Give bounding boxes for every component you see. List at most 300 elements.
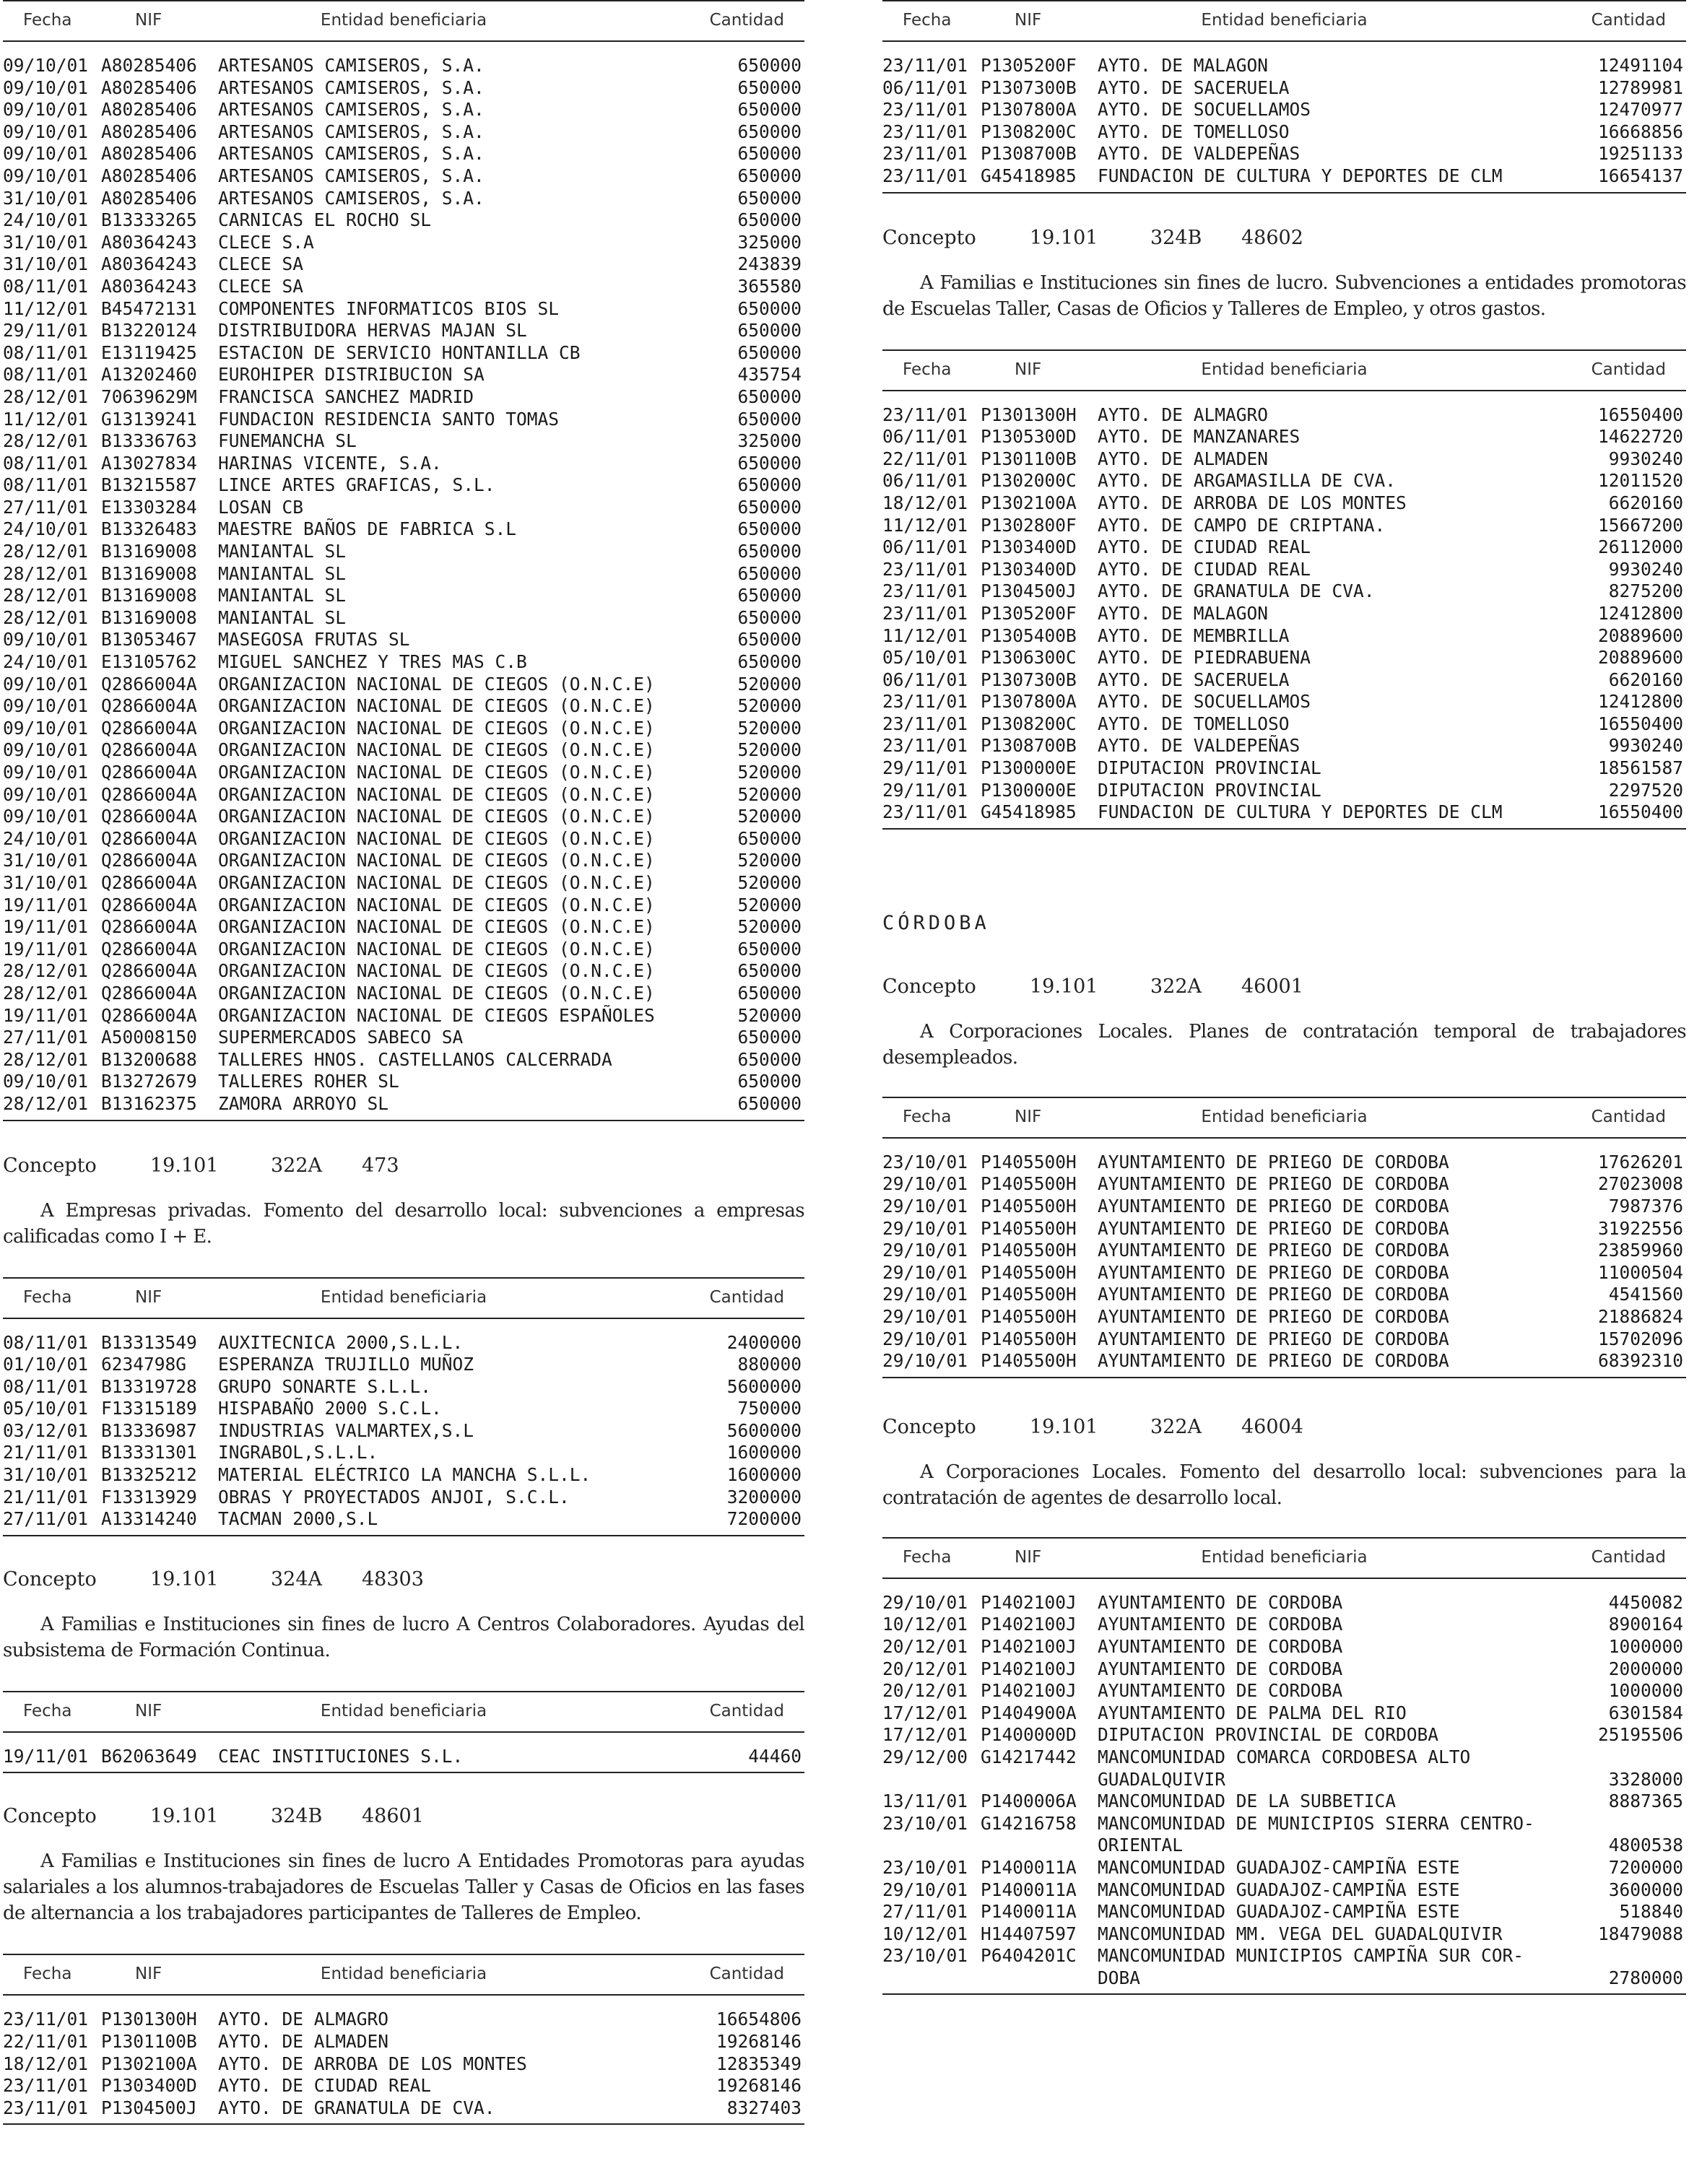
row-date: 29/10/01 xyxy=(882,1350,968,1372)
row-nif: P1405500H xyxy=(981,1173,1077,1195)
row-cantidad: 650000 xyxy=(737,77,802,98)
row-entidad: OBRAS Y PROYECTADOS ANJOI, S.C.L. xyxy=(218,1486,570,1508)
row-entidad: AYTO. DE ALMADEN xyxy=(218,2031,389,2053)
row-date: 31/10/01 xyxy=(3,871,89,893)
left-column xyxy=(3,0,804,2125)
row-nif: B13169008 xyxy=(101,541,197,562)
row-nif: P1402100J xyxy=(981,1680,1077,1702)
row-cantidad: 8275200 xyxy=(1608,580,1683,602)
row-cantidad: 17626201 xyxy=(1597,1151,1683,1173)
row-entidad: AYUNTAMIENTO DE PRIEGO DE CORDOBA xyxy=(1098,1240,1449,1261)
table-row xyxy=(3,828,804,850)
row-date: 24/10/01 xyxy=(3,209,89,231)
row-nif: P1304500J xyxy=(101,2097,197,2118)
row-date: 29/11/01 xyxy=(882,757,968,779)
row-cantidad: 12412800 xyxy=(1597,602,1683,624)
row-date: 23/11/01 xyxy=(882,121,968,142)
table-row xyxy=(3,1420,804,1443)
row-entidad: AYTO. DE MALAGON xyxy=(1098,602,1269,624)
row-date: 23/11/01 xyxy=(882,735,968,757)
row-nif: P1303400D xyxy=(981,536,1077,558)
table-rule xyxy=(882,1377,1686,1378)
table-row xyxy=(3,585,804,607)
concept-label: Concepto xyxy=(3,1805,97,1828)
row-entidad: AYTO. DE GRANATULA DE CVA. xyxy=(218,2097,495,2118)
header-nif: NIF xyxy=(1015,1107,1042,1126)
row-entidad: ARTESANOS CAMISEROS, S.A. xyxy=(218,187,485,209)
table-row xyxy=(882,1240,1686,1262)
table-row xyxy=(3,320,804,342)
table-row xyxy=(3,939,804,961)
row-cantidad: 650000 xyxy=(737,960,802,982)
table-header xyxy=(3,1279,804,1318)
row-entidad: ARTESANOS CAMISEROS, S.A. xyxy=(218,99,485,121)
row-nif: P1402100J xyxy=(981,1591,1077,1613)
table-row xyxy=(3,253,804,276)
row-date: 23/11/01 xyxy=(882,580,968,602)
row-nif: B13333265 xyxy=(101,209,197,231)
concept-program: 322A xyxy=(271,1154,323,1177)
row-nif: P1305300D xyxy=(981,426,1077,448)
row-cantidad: 12470977 xyxy=(1597,99,1683,121)
row-date: 31/10/01 xyxy=(3,1464,89,1486)
row-cantidad: 9930240 xyxy=(1608,448,1683,469)
row-cantidad: 12011520 xyxy=(1597,470,1683,492)
table-row xyxy=(3,1354,804,1376)
header-entidad: Entidad beneficiaria xyxy=(320,11,487,30)
row-date: 23/11/01 xyxy=(3,2097,89,2118)
table-row xyxy=(882,691,1686,713)
table-row xyxy=(882,757,1686,780)
row-date: 27/11/01 xyxy=(3,1508,89,1530)
row-nif: G45418985 xyxy=(981,801,1077,823)
concept-program: 322A xyxy=(1150,975,1202,998)
header-nif: NIF xyxy=(135,1965,162,1984)
row-nif: A80285406 xyxy=(101,187,197,209)
row-cantidad: 650000 xyxy=(737,629,802,651)
table-row xyxy=(3,651,804,674)
row-cantidad: 650000 xyxy=(737,562,802,584)
row-nif: P6404201C xyxy=(981,1945,1077,1967)
row-cantidad: 650000 xyxy=(737,1048,802,1070)
right-column xyxy=(882,0,1686,1995)
table-row xyxy=(882,1592,1686,1614)
table-row xyxy=(3,1071,804,1093)
row-entidad: AYUNTAMIENTO DE CORDOBA xyxy=(1098,1635,1343,1657)
table-row xyxy=(3,718,804,740)
row-nif: P1307800A xyxy=(981,99,1077,121)
row-entidad: AYTO. DE CIUDAD REAL xyxy=(1098,558,1311,580)
table-row xyxy=(882,426,1686,448)
header-entidad: Entidad beneficiaria xyxy=(320,1287,487,1307)
concept-description: A Corporaciones Locales. Planes de contratación temporal de trabajadores desempleados. xyxy=(882,1020,1686,1069)
row-entidad: MANCOMUNIDAD DE LA SUBBETICA xyxy=(1098,1791,1397,1812)
row-nif: B13200688 xyxy=(101,1048,197,1070)
table-row xyxy=(3,1005,804,1027)
row-cantidad: 6301584 xyxy=(1608,1702,1683,1723)
table-row xyxy=(3,1376,804,1398)
row-cantidad: 243839 xyxy=(737,253,802,275)
row-cantidad: 8887365 xyxy=(1608,1791,1683,1812)
table-body xyxy=(882,42,1686,192)
row-nif: P1300000E xyxy=(981,779,1077,801)
row-date: 17/12/01 xyxy=(882,1702,968,1723)
row-entidad: GRUPO SONARTE S.L.L. xyxy=(218,1375,432,1397)
table-row xyxy=(3,2075,804,2097)
header-cantidad: Cantidad xyxy=(1591,1547,1666,1567)
table-row xyxy=(3,1464,804,1487)
row-date: 06/11/01 xyxy=(882,536,968,558)
row-nif: B13336987 xyxy=(101,1419,197,1441)
row-entidad: DIPUTACION PROVINCIAL DE CORDOBA xyxy=(1098,1724,1439,1746)
table-row xyxy=(882,580,1686,603)
table-row xyxy=(882,1857,1686,1879)
row-cantidad: 21886824 xyxy=(1597,1306,1683,1327)
table-row xyxy=(882,1152,1686,1174)
table-row xyxy=(882,559,1686,581)
row-entidad: ARTESANOS CAMISEROS, S.A. xyxy=(218,165,485,186)
row-date: 09/10/01 xyxy=(3,762,89,783)
concept-section: 19.101 xyxy=(150,1154,219,1177)
row-entidad: MANCOMUNIDAD MM. VEGA DEL GUADALQUIVIR xyxy=(1098,1923,1503,1944)
row-date: 23/11/01 xyxy=(3,2009,89,2030)
header-nif: NIF xyxy=(1015,360,1042,379)
row-date: 19/11/01 xyxy=(3,938,89,960)
row-nif: P1303400D xyxy=(981,558,1077,580)
table xyxy=(3,1954,804,2125)
row-nif: Q2866004A xyxy=(101,695,197,717)
table-row xyxy=(3,1487,804,1509)
row-cantidad: 520000 xyxy=(737,762,802,783)
table-row xyxy=(882,55,1686,77)
row-cantidad: 5600000 xyxy=(726,1375,802,1397)
row-date: 08/11/01 xyxy=(3,1331,89,1353)
table-rule xyxy=(882,828,1686,830)
row-cantidad: 16550400 xyxy=(1597,404,1683,425)
table-row xyxy=(3,497,804,519)
table-row xyxy=(3,960,804,983)
row-cantidad: 26112000 xyxy=(1597,536,1683,558)
table-body xyxy=(3,1733,804,1772)
header-nif: NIF xyxy=(1015,1547,1042,1567)
table-row xyxy=(3,872,804,895)
concept-section: 19.101 xyxy=(150,1567,219,1591)
header-nif: NIF xyxy=(135,1701,162,1720)
table-row xyxy=(3,541,804,563)
concept-line xyxy=(882,225,1686,251)
table-header xyxy=(882,1098,1686,1137)
row-date: 11/12/01 xyxy=(882,625,968,646)
table-body xyxy=(882,391,1686,828)
row-cantidad: 12412800 xyxy=(1597,691,1683,713)
table-row xyxy=(882,1614,1686,1636)
row-cantidad: 520000 xyxy=(737,673,802,695)
header-fecha: Fecha xyxy=(23,1965,72,1984)
row-nif: P1400011A xyxy=(981,1856,1077,1878)
row-nif: F13315189 xyxy=(101,1398,197,1419)
row-date: 23/11/01 xyxy=(3,2075,89,2097)
row-cantidad: 520000 xyxy=(737,806,802,827)
row-entidad: AYTO. DE SOCUELLAMOS xyxy=(1098,99,1311,121)
header-fecha: Fecha xyxy=(903,1547,952,1567)
row-nif: E13303284 xyxy=(101,496,197,518)
row-nif: H14407597 xyxy=(981,1923,1077,1944)
row-cantidad: 650000 xyxy=(737,341,802,363)
row-cantidad: 650000 xyxy=(737,585,802,606)
table-row xyxy=(882,77,1686,100)
region-heading: CÓRDOBA xyxy=(882,911,990,934)
row-cantidad: 16550400 xyxy=(1597,801,1683,823)
row-entidad: DISTRIBUIDORA HERVAS MAJAN SL xyxy=(218,320,527,341)
row-cantidad: 12491104 xyxy=(1597,55,1683,76)
row-nif: P1402100J xyxy=(981,1635,1077,1657)
row-entidad: ORGANIZACION NACIONAL DE CIEGOS (O.N.C.E) xyxy=(218,806,655,827)
row-nif: B13169008 xyxy=(101,585,197,606)
row-date: 21/11/01 xyxy=(3,1442,89,1463)
row-entidad: MANCOMUNIDAD DE MUNICIPIOS SIERRA CENTRO- ORIENTAL xyxy=(1098,1812,1534,1856)
table-row xyxy=(3,1442,804,1464)
table-body xyxy=(3,1996,804,2123)
row-nif: B45472131 xyxy=(101,297,197,319)
table-row xyxy=(3,784,804,806)
row-entidad: MAESTRE BAÑOS DE FABRICA S.L xyxy=(218,518,517,540)
header-cantidad: Cantidad xyxy=(709,1965,784,1984)
row-entidad: ESTACION DE SERVICIO HONTANILLA CB xyxy=(218,341,581,363)
row-date: 21/11/01 xyxy=(3,1486,89,1508)
row-date: 20/12/01 xyxy=(882,1680,968,1702)
row-entidad: AUXITECNICA 2000,S.L.L. xyxy=(218,1331,464,1353)
table-header xyxy=(882,1,1686,40)
row-date: 06/11/01 xyxy=(882,470,968,492)
table-row xyxy=(3,2009,804,2031)
row-entidad: AYTO. DE TOMELLOSO xyxy=(1098,121,1290,142)
row-date: 29/10/01 xyxy=(882,1173,968,1195)
header-fecha: Fecha xyxy=(903,11,952,30)
row-entidad: MANIANTAL SL xyxy=(218,585,347,606)
table-row xyxy=(3,474,804,497)
table-row xyxy=(3,1027,804,1049)
row-cantidad: 650000 xyxy=(737,541,802,562)
row-nif: P1307300B xyxy=(981,77,1077,98)
row-entidad: ORGANIZACION NACIONAL DE CIEGOS (O.N.C.E) xyxy=(218,695,655,717)
table-row xyxy=(882,1306,1686,1328)
row-entidad: FRANCISCA SANCHEZ MADRID xyxy=(218,386,474,407)
row-entidad: AYTO. DE ARGAMASILLA DE CVA. xyxy=(1098,470,1397,492)
table-row xyxy=(3,518,804,541)
table-header xyxy=(882,351,1686,390)
row-entidad: MANIANTAL SL xyxy=(218,562,347,584)
row-nif: G14216758 xyxy=(981,1812,1077,1834)
row-nif: P1302100A xyxy=(981,492,1077,513)
row-date: 06/11/01 xyxy=(882,426,968,448)
row-entidad: ORGANIZACION NACIONAL DE CIEGOS (O.N.C.E) xyxy=(218,717,655,739)
row-cantidad: 650000 xyxy=(737,165,802,186)
row-nif: P1308700B xyxy=(981,735,1077,757)
row-cantidad: 520000 xyxy=(737,739,802,761)
row-cantidad: 27023008 xyxy=(1597,1173,1683,1195)
concept-section: 19.101 xyxy=(150,1805,219,1828)
row-date: 23/11/01 xyxy=(882,713,968,734)
row-nif: P1301300H xyxy=(981,404,1077,425)
table-row xyxy=(882,165,1686,188)
row-cantidad: 650000 xyxy=(737,827,802,849)
row-entidad: ARTESANOS CAMISEROS, S.A. xyxy=(218,143,485,165)
concept-code: 48303 xyxy=(362,1567,424,1591)
table-row xyxy=(3,188,804,210)
row-date: 28/12/01 xyxy=(3,982,89,1004)
row-cantidad: 520000 xyxy=(737,717,802,739)
row-nif: P1302800F xyxy=(981,514,1077,536)
row-nif: E13105762 xyxy=(101,651,197,673)
row-nif: B13313549 xyxy=(101,1331,197,1353)
row-entidad: MATERIAL ELÉCTRICO LA MANCHA S.L.L. xyxy=(218,1464,591,1486)
row-cantidad: 4541560 xyxy=(1608,1284,1683,1305)
row-entidad: CLECE SA xyxy=(218,275,304,297)
row-nif: Q2866004A xyxy=(101,806,197,827)
table-row xyxy=(882,404,1686,427)
row-cantidad: 650000 xyxy=(737,496,802,518)
row-date: 08/11/01 xyxy=(3,364,89,386)
row-date: 10/12/01 xyxy=(882,1923,968,1944)
row-entidad: DIPUTACION PROVINCIAL xyxy=(1098,779,1321,801)
row-entidad: AYUNTAMIENTO DE PRIEGO DE CORDOBA xyxy=(1098,1328,1449,1349)
row-date: 18/12/01 xyxy=(882,492,968,513)
row-nif: P1301100B xyxy=(981,448,1077,469)
row-nif: A80285406 xyxy=(101,121,197,142)
row-cantidad: 25195506 xyxy=(1597,1724,1683,1746)
row-nif: P1303400D xyxy=(101,2075,197,2097)
row-date: 09/10/01 xyxy=(3,783,89,805)
table-row xyxy=(3,739,804,762)
row-entidad: LOSAN CB xyxy=(218,496,304,518)
row-entidad: ORGANIZACION NACIONAL DE CIEGOS ESPAÑOLES xyxy=(218,1004,655,1026)
row-entidad: COMPONENTES INFORMATICOS BIOS SL xyxy=(218,297,560,319)
row-nif: P1302000C xyxy=(981,470,1077,492)
table-row xyxy=(3,1093,804,1115)
row-entidad: INDUSTRIAS VALMARTEX,S.L xyxy=(218,1419,474,1441)
header-entidad: Entidad beneficiaria xyxy=(1201,1107,1368,1126)
row-cantidad: 650000 xyxy=(737,297,802,319)
row-nif: A80285406 xyxy=(101,77,197,98)
table-row xyxy=(882,735,1686,757)
row-cantidad: 16550400 xyxy=(1597,713,1683,734)
row-date: 13/11/01 xyxy=(882,1791,968,1812)
row-date: 23/10/01 xyxy=(882,1151,968,1173)
concept-section: 19.101 xyxy=(1030,226,1098,249)
row-entidad: AYUNTAMIENTO DE PRIEGO DE CORDOBA xyxy=(1098,1173,1449,1195)
table xyxy=(882,1537,1686,1996)
row-nif: Q2866004A xyxy=(101,827,197,849)
table-row xyxy=(882,1923,1686,1946)
row-nif: P1405500H xyxy=(981,1328,1077,1349)
row-entidad: MANCOMUNIDAD GUADAJOZ-CAMPIÑA ESTE xyxy=(1098,1879,1460,1900)
row-date: 28/12/01 xyxy=(3,562,89,584)
row-cantidad: 7200000 xyxy=(1608,1856,1683,1878)
row-nif: A13202460 xyxy=(101,364,197,386)
table-row xyxy=(882,470,1686,492)
row-cantidad: 2780000 xyxy=(1608,1967,1683,1988)
table-row xyxy=(3,983,804,1005)
row-date: 23/11/01 xyxy=(882,143,968,165)
row-date: 20/12/01 xyxy=(882,1635,968,1657)
row-entidad: AYTO. DE GRANATULA DE CVA. xyxy=(1098,580,1375,602)
table xyxy=(3,0,804,1121)
row-entidad: HARINAS VICENTE, S.A. xyxy=(218,452,442,474)
row-date: 20/12/01 xyxy=(882,1658,968,1679)
table-row xyxy=(882,1636,1686,1658)
row-date: 05/10/01 xyxy=(3,1398,89,1419)
row-nif: Q2866004A xyxy=(101,850,197,871)
concept-line xyxy=(3,1153,804,1179)
row-cantidad: 6620160 xyxy=(1608,669,1683,690)
table-row xyxy=(3,121,804,144)
table-header xyxy=(3,1955,804,1994)
row-date: 11/12/01 xyxy=(882,514,968,536)
row-entidad: AYTO. DE ALMAGRO xyxy=(1098,404,1269,425)
row-cantidad: 520000 xyxy=(737,1004,802,1026)
row-nif: Q2866004A xyxy=(101,871,197,893)
row-date: 08/11/01 xyxy=(3,275,89,297)
row-nif: B13169008 xyxy=(101,562,197,584)
row-entidad: ORGANIZACION NACIONAL DE CIEGOS (O.N.C.E) xyxy=(218,762,655,783)
row-entidad: AYTO. DE TOMELLOSO xyxy=(1098,713,1290,734)
row-entidad: AYTO. DE MEMBRILLA xyxy=(1098,625,1290,646)
table-row xyxy=(882,647,1686,669)
row-nif: P1302100A xyxy=(101,2053,197,2074)
row-date: 28/12/01 xyxy=(3,430,89,452)
table xyxy=(3,1277,804,1536)
row-cantidad: 520000 xyxy=(737,894,802,915)
row-nif: Q2866004A xyxy=(101,1004,197,1026)
row-cantidad: 68392310 xyxy=(1597,1350,1683,1372)
table-row xyxy=(3,298,804,321)
concept-code: 46001 xyxy=(1241,975,1303,998)
table xyxy=(882,349,1686,830)
row-cantidad: 4450082 xyxy=(1608,1591,1683,1613)
row-entidad: EUROHIPER DISTRIBUCION SA xyxy=(218,364,485,386)
row-date: 24/10/01 xyxy=(3,518,89,540)
table-row xyxy=(3,806,804,828)
row-date: 23/11/01 xyxy=(882,55,968,76)
row-nif: Q2866004A xyxy=(101,916,197,938)
table-body xyxy=(3,1319,804,1535)
row-cantidad: 325000 xyxy=(737,430,802,452)
row-date: 10/12/01 xyxy=(882,1614,968,1635)
row-cantidad: 650000 xyxy=(737,99,802,121)
row-entidad: AYUNTAMIENTO DE CORDOBA xyxy=(1098,1591,1343,1613)
row-nif: P1405500H xyxy=(981,1196,1077,1217)
row-date: 09/10/01 xyxy=(3,165,89,186)
table-row xyxy=(3,850,804,872)
row-cantidad: 19268146 xyxy=(716,2075,802,2097)
concept-code: 473 xyxy=(362,1154,399,1177)
row-entidad: FUNEMANCHA SL xyxy=(218,430,357,452)
table-row xyxy=(3,1398,804,1420)
row-cantidad: 8327403 xyxy=(726,2097,802,2118)
row-date: 27/11/01 xyxy=(882,1901,968,1923)
row-cantidad: 2297520 xyxy=(1608,779,1683,801)
row-cantidad: 19268146 xyxy=(716,2031,802,2053)
row-cantidad: 650000 xyxy=(737,518,802,540)
row-entidad: ORGANIZACION NACIONAL DE CIEGOS (O.N.C.E) xyxy=(218,673,655,695)
row-nif: A13027834 xyxy=(101,452,197,474)
row-cantidad: 650000 xyxy=(737,1092,802,1114)
table-row xyxy=(3,916,804,939)
row-entidad: DIPUTACION PROVINCIAL xyxy=(1098,757,1321,779)
table-row xyxy=(3,232,804,254)
row-date: 19/11/01 xyxy=(3,894,89,915)
row-cantidad: 650000 xyxy=(737,651,802,673)
